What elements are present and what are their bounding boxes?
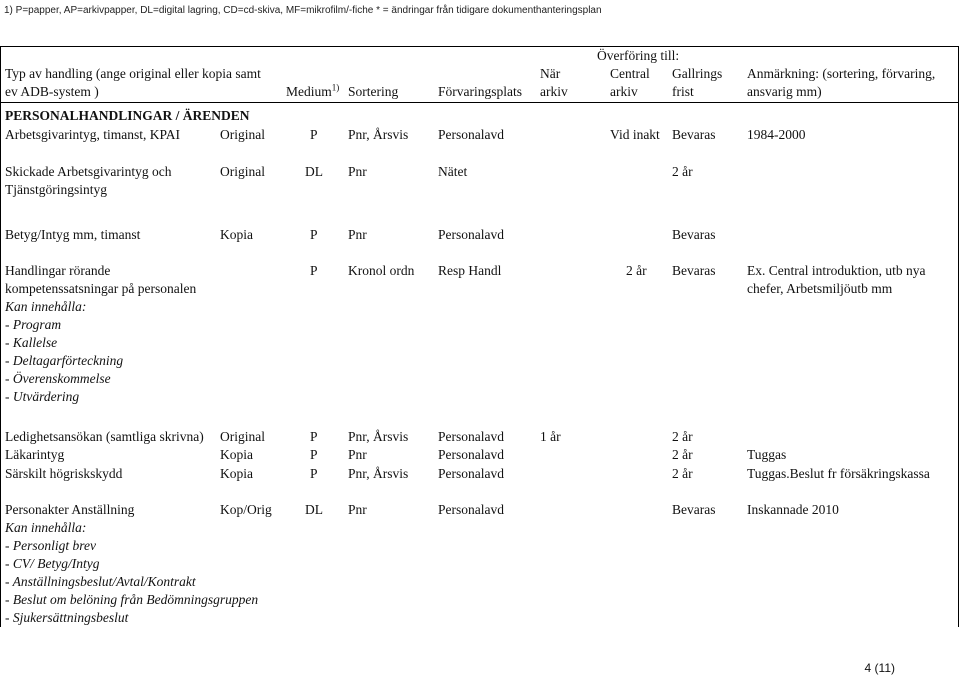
cell-type: Handlingar rörande kompetenssatsningar på personalen Kan innehålla: - Program - Kallelse - Deltagarförteckning - Överenskommelse - Utvärdering — [5, 263, 197, 404]
col-header-type: Typ av handling (ange original eller kopia samt ev ADB-system ) — [5, 66, 261, 99]
cell-storage: Nätet — [438, 164, 468, 179]
cell-medium: P — [310, 227, 318, 242]
cell-storage: Personalavd — [438, 127, 504, 142]
col-header-when: När arkiv — [540, 66, 568, 99]
list-item: - Beslut om belöning från Bedömningsgruppen — [5, 592, 259, 607]
cell-cull: 2 år — [672, 447, 693, 462]
cell-type: Särskilt högriskskydd — [5, 466, 123, 481]
cell-cull: 2 år — [672, 429, 693, 444]
cell-original: Kopia — [220, 447, 253, 462]
cell-type: Skickade Arbetsgivarintyg och Tjänstgöringsintyg — [5, 164, 172, 197]
list-item: - Personligt brev — [5, 538, 96, 553]
cell-medium: P — [310, 263, 318, 278]
cell-sorting: Kronol ordn — [348, 263, 415, 278]
cell-remark: Tuggas.Beslut fr försäkringskassa — [747, 466, 930, 481]
cell-medium: P — [310, 466, 318, 481]
cell-storage: Resp Handl — [438, 263, 502, 278]
cell-medium: DL — [305, 502, 323, 517]
page-header-note: 1) P=papper, AP=arkivpapper, DL=digital lagring, CD=cd-skiva, MF=mikrofilm/-fiche * = ändringar från tidigare dokumenthanteringsplan — [4, 5, 602, 16]
cell-cull: 2 år — [672, 466, 693, 481]
cell-medium: P — [310, 127, 318, 142]
page-number: 4 (11) — [864, 661, 895, 675]
cell-remark: Tuggas — [747, 447, 787, 462]
cell-central: 2 år — [626, 263, 647, 278]
cell-central: Vid inakt — [610, 127, 660, 142]
cell-original: Original — [220, 164, 265, 179]
list-item: - Program — [5, 317, 62, 332]
cell-storage: Personalavd — [438, 447, 504, 462]
col-header-cull: Gallrings frist — [672, 66, 723, 99]
list-item: - Kallelse — [5, 335, 58, 350]
includes-label: Kan innehålla: — [5, 299, 87, 314]
list-item: - Anställningsbeslut/Avtal/Kontrakt — [5, 574, 196, 589]
cell-medium: P — [310, 429, 318, 444]
col-header-remark: Anmärkning: (sortering, förvaring, ansvarig mm) — [747, 66, 936, 99]
cell-storage: Personalavd — [438, 227, 504, 242]
cell-original: Kopia — [220, 227, 253, 242]
cell-sorting: Pnr, Årsvis — [348, 429, 409, 444]
list-item: - Utvärdering — [5, 389, 80, 404]
cell-sorting: Pnr — [348, 447, 367, 462]
cell-type: Läkarintyg — [5, 447, 65, 462]
cell-when: 1 år — [540, 429, 561, 444]
table-left-border — [0, 46, 1, 627]
cell-original: Original — [220, 127, 265, 142]
cell-type: Arbetsgivarintyg, timanst, KPAI — [5, 127, 180, 142]
cell-medium: P — [310, 447, 318, 462]
cell-sorting: Pnr, Årsvis — [348, 466, 409, 481]
cell-type: Betyg/Intyg mm, timanst — [5, 227, 141, 242]
cell-original: Kop/Orig — [220, 502, 272, 517]
cell-cull: Bevaras — [672, 263, 716, 278]
cell-sorting: Pnr — [348, 502, 367, 517]
includes-label: Kan innehålla: — [5, 520, 87, 535]
cell-type: Ledighetsansökan (samtliga skrivna) — [5, 429, 204, 444]
cell-medium: DL — [305, 164, 323, 179]
header-bottom-border — [0, 102, 959, 103]
list-item: - Deltagarförteckning — [5, 353, 124, 368]
table-top-border — [0, 46, 959, 47]
cell-original: Original — [220, 429, 265, 444]
col-header-sorting: Sortering — [348, 84, 399, 99]
cell-sorting: Pnr — [348, 164, 367, 179]
section-title: PERSONALHANDLINGAR / ÄRENDEN — [5, 108, 250, 123]
cell-storage: Personalavd — [438, 502, 504, 517]
cell-storage: Personalavd — [438, 429, 504, 444]
list-item: - CV/ Betyg/Intyg — [5, 556, 100, 571]
col-header-medium: Medium$^{1)}$ — [286, 82, 340, 99]
col-header-transfer: Överföring till: — [597, 48, 680, 63]
cell-storage: Personalavd — [438, 466, 504, 481]
list-item: - Överenskommelse — [5, 371, 111, 386]
cell-cull: Bevaras — [672, 502, 716, 517]
cell-remark: 1984-2000 — [747, 127, 806, 142]
col-header-storage: Förvaringsplats — [438, 84, 522, 99]
cell-type: Personakter Anställning Kan innehålla: - Personligt brev - CV/ Betyg/Intyg - Anställningsbeslut/Avtal/Kontrakt - Beslut om belöning från Bedömningsgruppen - Sjukersättningsbeslut — [5, 502, 259, 625]
cell-remark: Ex. Central introduktion, utb nya chefer, Arbetsmiljöutb mm — [747, 263, 926, 296]
cell-cull: 2 år — [672, 164, 693, 179]
list-item: - Sjukersättningsbeslut — [5, 610, 129, 625]
cell-remark: Inskannade 2010 — [747, 502, 839, 517]
cell-sorting: Pnr — [348, 227, 367, 242]
cell-cull: Bevaras — [672, 127, 716, 142]
cell-cull: Bevaras — [672, 227, 716, 242]
cell-sorting: Pnr, Årsvis — [348, 127, 409, 142]
col-header-central: Central arkiv — [610, 66, 650, 99]
cell-original: Kopia — [220, 466, 253, 481]
